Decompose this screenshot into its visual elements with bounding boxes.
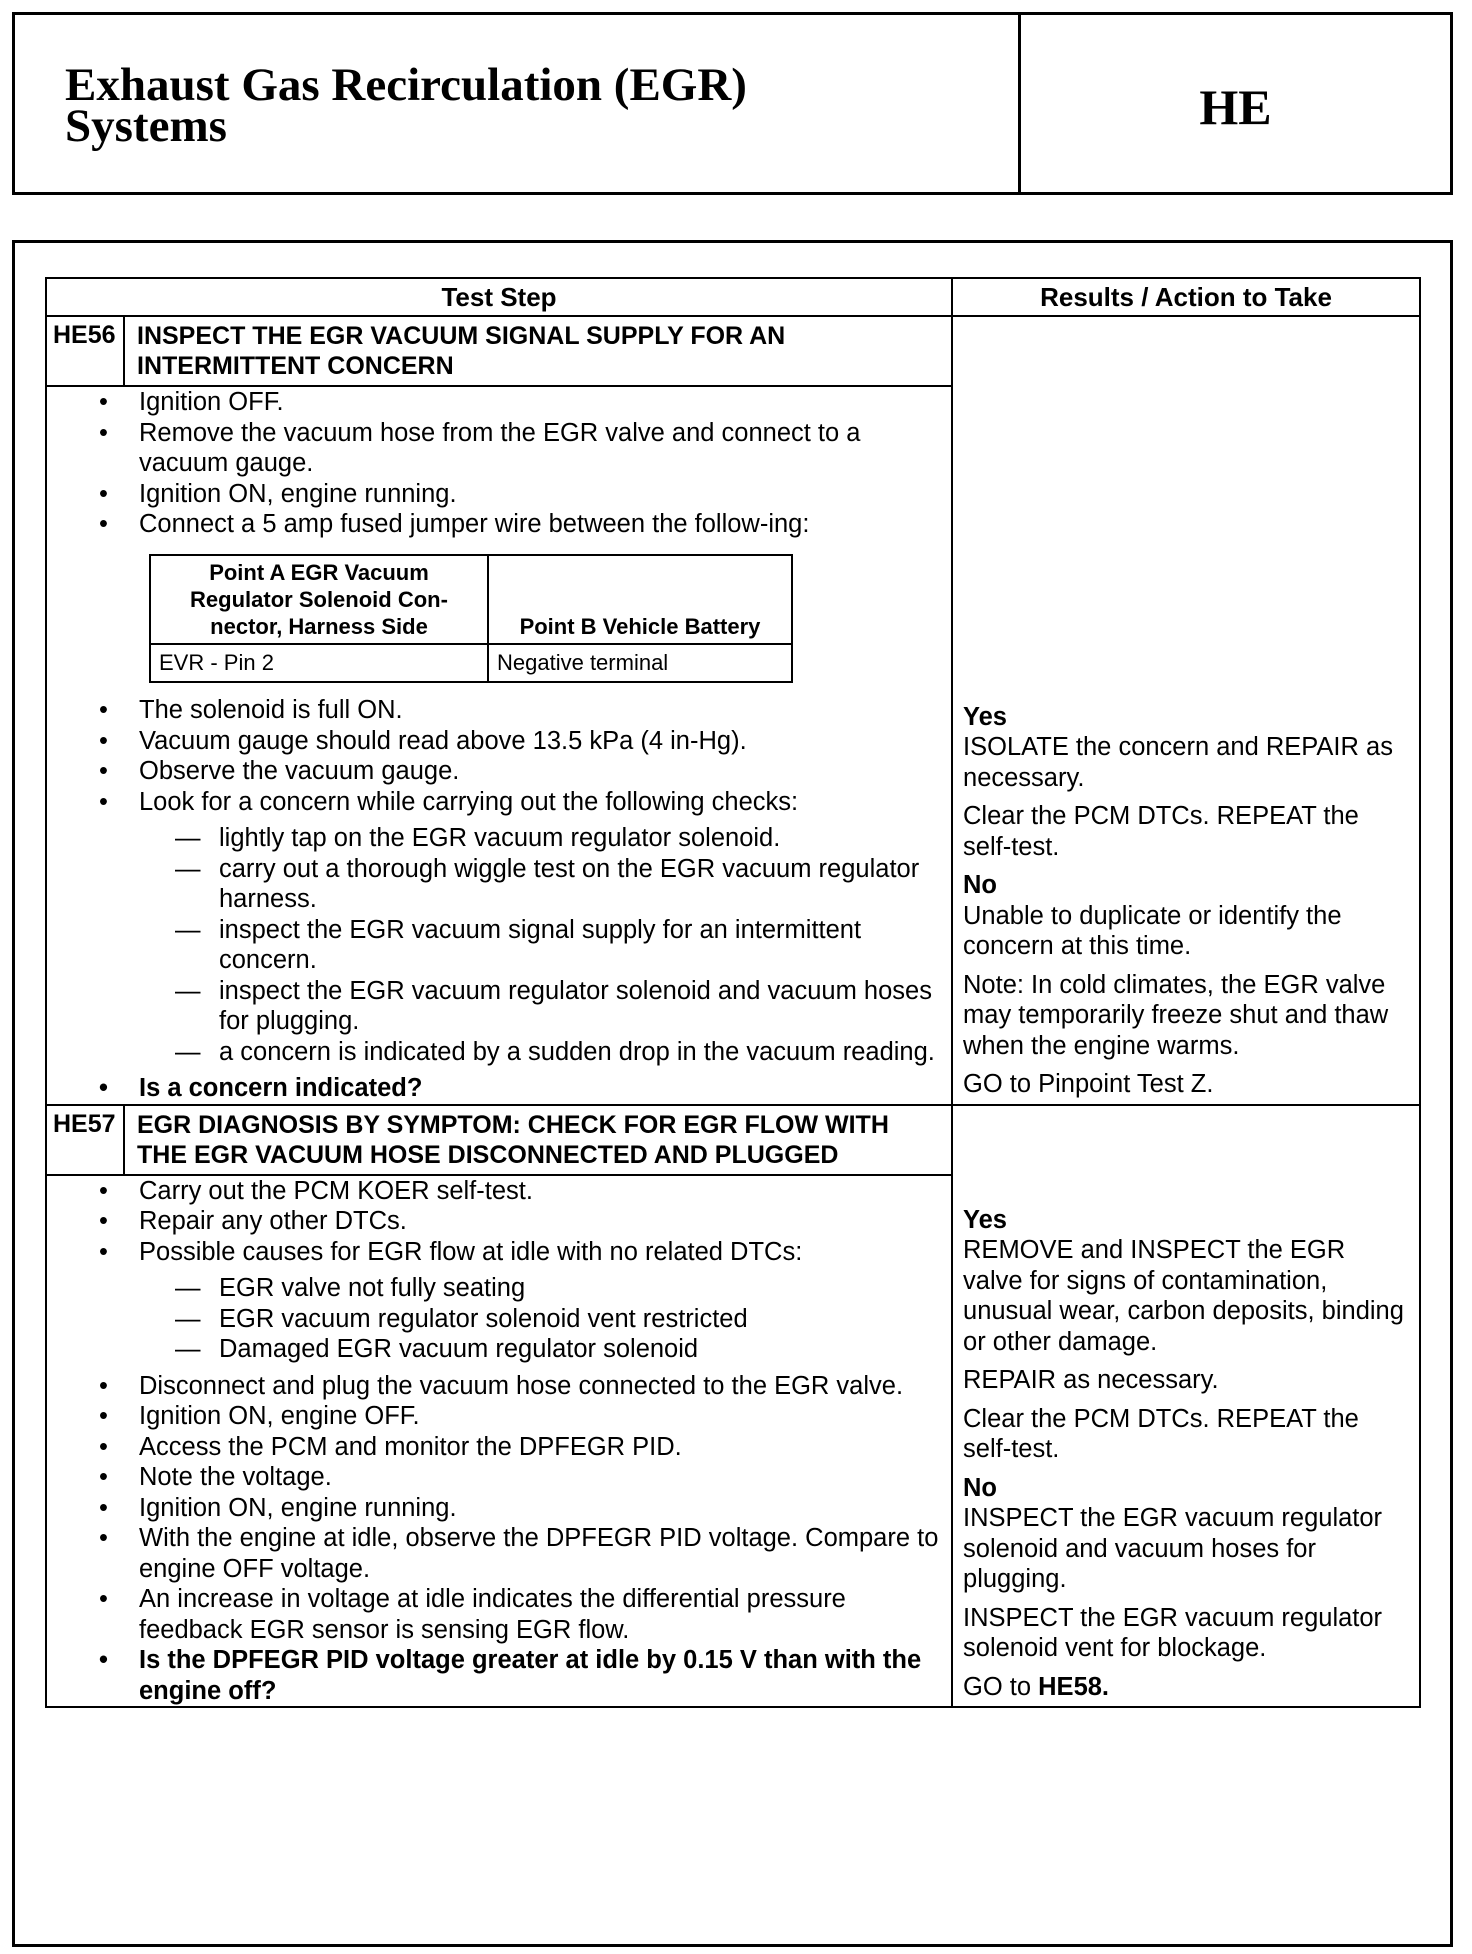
- no-label: No: [963, 1473, 998, 1502]
- result-text: [963, 1672, 1411, 1703]
- list-item: • Look for a concern while carrying out the following checks:: [47, 787, 951, 818]
- page-header: [12, 12, 1453, 195]
- result-text: Note: In cold climates, the EGR valve may temporarily freeze shut and thaw when the engine warms.: [963, 970, 1389, 1060]
- he57-body: [46, 1175, 952, 1708]
- list-item: — EGR valve not fully seating: [47, 1273, 951, 1304]
- result-text: ISOLATE the concern and REPAIR as necessary.: [963, 733, 1393, 792]
- list-item: • Vacuum gauge should read above 13.5 kPa (4 in-Hg).: [47, 726, 951, 757]
- jumper-val-a: EVR - Pin 2: [150, 644, 488, 683]
- no-label: No: [963, 871, 998, 899]
- list-item: — EGR vacuum regulator solenoid vent restricted: [47, 1304, 951, 1335]
- list-item: • Connect a 5 amp fused jumper wire between the follow-ing:: [47, 509, 951, 540]
- result-text: REPAIR as necessary.: [963, 1366, 1219, 1394]
- list-item: — inspect the EGR vacuum signal supply for an intermittent concern.: [47, 915, 951, 976]
- he56-body: [46, 386, 952, 1105]
- list-item: • Ignition OFF.: [47, 387, 951, 418]
- result-text: INSPECT the EGR vacuum regulator solenoid vent for blockage.: [963, 1603, 1383, 1662]
- list-item: • Ignition ON, engine running.: [47, 479, 951, 510]
- result-text: Clear the PCM DTCs. REPEAT the self-test.: [963, 802, 1359, 861]
- list-item: • Carry out the PCM KOER self-test.: [47, 1176, 951, 1207]
- result-text: Clear the PCM DTCs. REPEAT the self-test.: [963, 1404, 1359, 1463]
- list-item: • Note the voltage.: [47, 1462, 951, 1493]
- goto-step-link[interactable]: HE58.: [1038, 1672, 1110, 1701]
- yes-label: Yes: [963, 702, 1007, 731]
- he57-results: [952, 1105, 1420, 1708]
- title-line-2: Systems: [65, 100, 227, 152]
- he56-heading-row: [46, 316, 1420, 386]
- jumper-val-b: Negative terminal: [488, 644, 792, 683]
- goto-prefix: GO to: [963, 1672, 1032, 1701]
- list-item: — Damaged EGR vacuum regulator solenoid: [47, 1334, 951, 1365]
- list-item: — carry out a thorough wiggle test on the EGR vacuum regulator harness.: [47, 854, 951, 915]
- list-item: • An increase in voltage at idle indicates the differential pressure feedback EGR sensor is sensing EGR flow.: [47, 1584, 951, 1645]
- list-item: • Access the PCM and monitor the DPFEGR PID.: [47, 1432, 951, 1463]
- list-item: • With the engine at idle, observe the DPFEGR PID voltage. Compare to engine OFF voltage.: [47, 1523, 951, 1584]
- bullet-list: [47, 1073, 951, 1104]
- list-item: • Ignition ON, engine running.: [47, 1493, 951, 1524]
- col-test-step: Test Step: [46, 278, 952, 316]
- list-item: • Disconnect and plug the vacuum hose connected to the EGR valve.: [47, 1371, 951, 1402]
- dash-list: [47, 823, 951, 1067]
- bullet-list: [47, 1176, 951, 1268]
- test-step-table: [45, 277, 1421, 1708]
- jumper-table: [149, 554, 793, 684]
- dash-list: [47, 1273, 951, 1365]
- list-item: • Repair any other DTCs.: [47, 1206, 951, 1237]
- table-header-row: [46, 278, 1420, 316]
- jumper-head-a: Point A EGR Vacuum Regulator Solenoid Con-nector, Harness Side: [150, 555, 488, 644]
- section-code: HE: [1199, 78, 1272, 135]
- step-heading: EGR DIAGNOSIS BY SYMPTOM: CHECK FOR EGR FLOW WITH THE EGR VACUUM HOSE DISCONNECTED AND PLUGGED: [124, 1105, 952, 1175]
- bullet-list: [47, 1371, 951, 1707]
- list-item: • Observe the vacuum gauge.: [47, 756, 951, 787]
- list-item: — inspect the EGR vacuum regulator solenoid and vacuum hoses for plugging.: [47, 976, 951, 1037]
- list-item: • The solenoid is full ON.: [47, 695, 951, 726]
- step-question: • Is a concern indicated?: [47, 1073, 951, 1104]
- page-title: [15, 15, 1021, 192]
- col-results: Results / Action to Take: [952, 278, 1420, 316]
- title-line-1: Exhaust Gas Recirculation (EGR): [65, 59, 747, 111]
- result-text: GO to Pinpoint Test Z.: [963, 1070, 1214, 1098]
- list-item: — a concern is indicated by a sudden drop in the vacuum reading.: [47, 1037, 951, 1068]
- list-item: — lightly tap on the EGR vacuum regulator solenoid.: [47, 823, 951, 854]
- result-text: Unable to duplicate or identify the concern at this time.: [963, 901, 1342, 960]
- result-text: INSPECT the EGR vacuum regulator solenoid and vacuum hoses for plugging.: [963, 1504, 1383, 1593]
- step-question: • Is the DPFEGR PID voltage greater at idle by 0.15 V than with the engine off?: [47, 1645, 951, 1706]
- yes-label: Yes: [963, 1205, 1007, 1234]
- list-item: • Possible causes for EGR flow at idle with no related DTCs:: [47, 1237, 951, 1268]
- he56-results: [952, 316, 1420, 1105]
- bullet-list: [47, 387, 951, 540]
- step-heading: INSPECT THE EGR VACUUM SIGNAL SUPPLY FOR AN INTERMITTENT CONCERN: [124, 316, 952, 386]
- step-id: HE57: [46, 1105, 124, 1175]
- step-id: HE56: [46, 316, 124, 386]
- he57-heading-row: [46, 1105, 1420, 1175]
- bullet-list: [47, 695, 951, 817]
- jumper-head-b: Point B Vehicle Battery: [488, 555, 792, 644]
- list-item: • Ignition ON, engine OFF.: [47, 1401, 951, 1432]
- list-item: • Remove the vacuum hose from the EGR valve and connect to a vacuum gauge.: [47, 418, 951, 479]
- result-text: REMOVE and INSPECT the EGR valve for signs of contamination, unusual wear, carbon deposits, binding or other damage.: [963, 1236, 1404, 1356]
